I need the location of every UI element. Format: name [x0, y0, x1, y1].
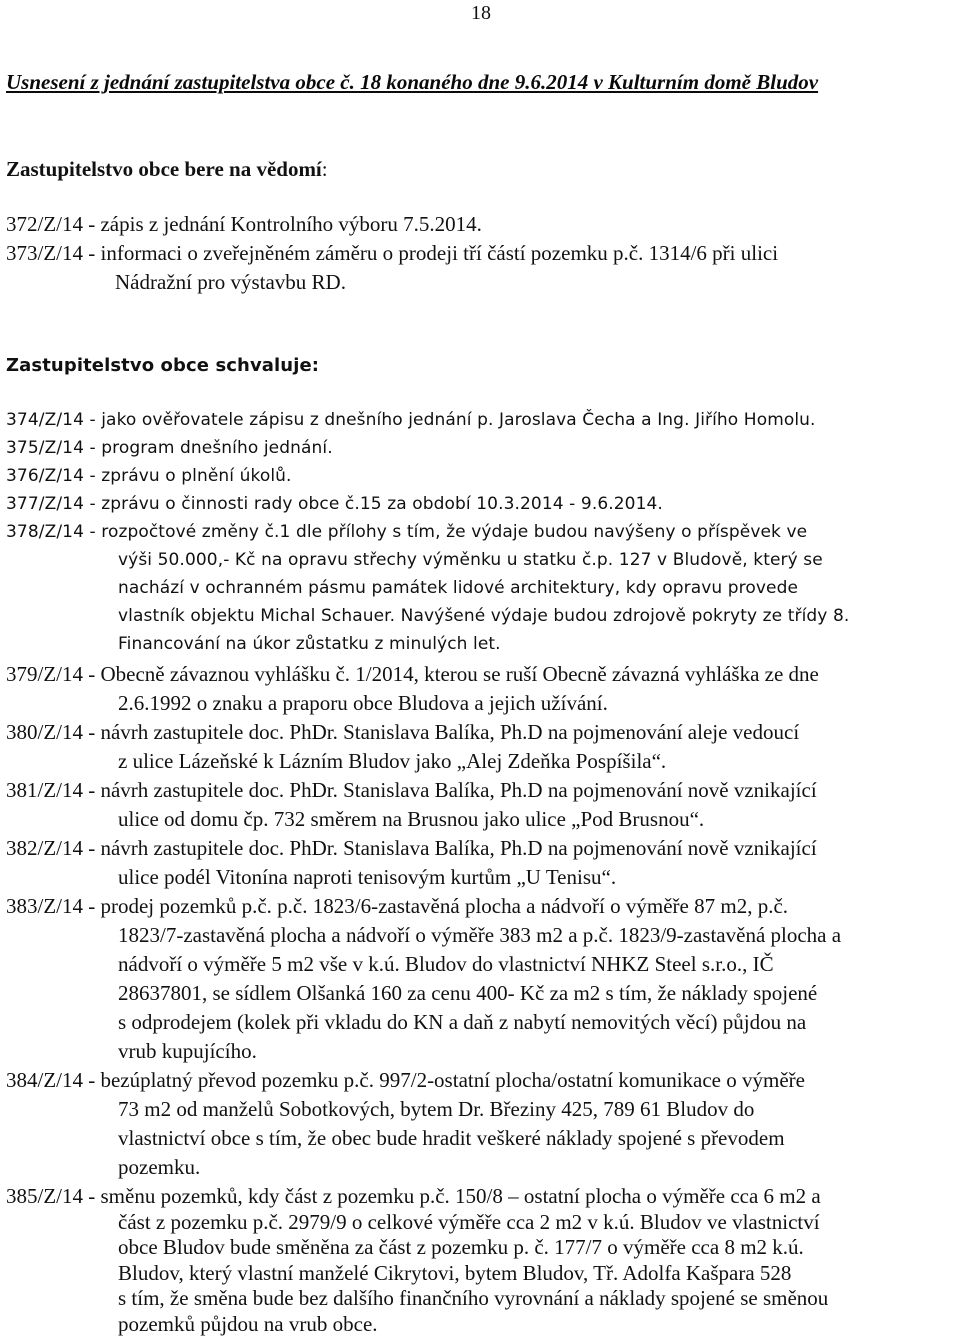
resolution-378-line: 378/Z/14 - rozpočtové změny č.1 dle přílohy s tím, že výdaje budou navýšeny o příspěvek ve [6, 522, 808, 542]
section-notes-heading-colon: : [321, 157, 328, 181]
resolution-377: 377/Z/14 - zprávu o činnosti rady obce č.15 za období 10.3.2014 - 9.6.2014. [6, 494, 663, 514]
resolution-384-line: 73 m2 od manželů Sobotkových, bytem Dr. Březiny 425, 789 61 Bludov do [118, 1097, 755, 1121]
resolution-378-line: vlastník objektu Michal Schauer. Navýšené výdaje budou zdrojově pokryty ze třídy 8. [118, 606, 850, 626]
resolution-380-line: 380/Z/14 - návrh zastupitele doc. PhDr. Stanislava Balíka, Ph.D na pojmenování aleje vedoucí [6, 720, 800, 744]
resolution-385-line: Bludov, který vlastní manželé Cikrytovi, bytem Bludov, Tř. Adolfa Kašpara 528 [118, 1260, 792, 1285]
resolution-383-line: 1823/7-zastavěná plocha a nádvoří o výměře 383 m2 a p.č. 1823/9-zastavěná plocha a [118, 923, 842, 947]
resolution-379-line: 379/Z/14 - Obecně závaznou vyhlášku č. 1/2014, kterou se ruší Obecně závazná vyhláška ze dne [6, 662, 819, 686]
page-number: 18 [471, 2, 491, 24]
resolution-380-line: z ulice Lázeňské k Lázním Bludov jako „Alej Zdeňka Pospíšila“. [118, 749, 667, 773]
section-approves-heading: Zastupitelstvo obce schvaluje: [6, 355, 320, 376]
resolution-381-line: 381/Z/14 - návrh zastupitele doc. PhDr. Stanislava Balíka, Ph.D na pojmenování nově vznikající [6, 778, 817, 802]
resolution-383-line: nádvoří o výměře 5 m2 vše v k.ú. Bludov do vlastnictví NHKZ Steel s.r.o., IČ [118, 952, 774, 976]
resolution-384-line: pozemku. [118, 1155, 201, 1179]
resolution-372: 372/Z/14 - zápis z jednání Kontrolního výboru 7.5.2014. [6, 212, 482, 236]
resolution-385-line: část z pozemku p.č. 2979/9 o celkové výměře cca 2 m2 v k.ú. Bludov ve vlastnictví [118, 1209, 820, 1234]
resolution-378-line: výši 50.000,- Kč na opravu střechy výměnku u statku č.p. 127 v Bludově, který se [118, 550, 823, 570]
resolution-378-line: nachází v ochranném pásmu památek lidové architektury, kdy opravu provede [118, 578, 799, 598]
resolution-385-line: s tím, že směna bude bez dalšího finančního vyrovnání a náklady spojené se směnou [118, 1286, 829, 1310]
resolution-385-line: pozemků půjdou na vrub obce. [118, 1311, 378, 1336]
section-notes-heading [6, 157, 328, 182]
resolution-384-line: vlastnictví obce s tím, že obec bude hradit veškeré náklady spojené s převodem [118, 1126, 785, 1150]
resolution-381-line: ulice od domu čp. 732 směrem na Brusnou jako ulice „Pod Brusnou“. [118, 807, 705, 831]
resolution-373-line: Nádražní pro výstavbu RD. [115, 270, 346, 294]
resolution-382-line: ulice podél Vitonína naproti tenisovým kurtům „U Tenisu“. [118, 865, 617, 889]
resolution-383-line: 383/Z/14 - prodej pozemků p.č. p.č. 1823/6-zastavěná plocha a nádvoří o výměře 87 m2, p.č. [6, 894, 789, 918]
section-notes-heading-text: Zastupitelstvo obce bere na vědomí [6, 157, 322, 181]
resolution-383-line: 28637801, se sídlem Olšanká 160 za cenu 400- Kč za m2 s tím, že náklady spojené [118, 981, 818, 1005]
resolution-383-line: vrub kupujícího. [118, 1039, 257, 1063]
document-title: Usnesení z jednání zastupitelstva obce č. 18 konaného dne 9.6.2014 v Kulturním domě Bludov [6, 70, 819, 94]
resolution-379-line: 2.6.1992 o znaku a praporu obce Bludova a jejich užívání. [118, 691, 608, 715]
resolution-375: 375/Z/14 - program dnešního jednání. [6, 438, 333, 458]
resolution-374: 374/Z/14 - jako ověřovatele zápisu z dnešního jednání p. Jaroslava Čecha a Ing. Jiřího Homolu. [6, 410, 816, 430]
resolution-382-line: 382/Z/14 - návrh zastupitele doc. PhDr. Stanislava Balíka, Ph.D na pojmenování nově vznikající [6, 836, 817, 860]
resolution-384-line: 384/Z/14 - bezúplatný převod pozemku p.č. 997/2-ostatní plocha/ostatní komunikace o výměře [6, 1068, 805, 1092]
resolution-378-line: Financování na úkor zůstatku z minulých let. [118, 634, 501, 654]
resolution-373-line: 373/Z/14 - informaci o zveřejněném záměru o prodeji tří částí pozemku p.č. 1314/6 při ulici [6, 241, 779, 265]
resolution-376: 376/Z/14 - zprávu o plnění úkolů. [6, 466, 292, 486]
resolution-385-line: 385/Z/14 - směnu pozemků, kdy část z pozemku p.č. 150/8 – ostatní plocha o výměře cca 6 m2 a [6, 1184, 821, 1208]
resolution-383-line: s odprodejem (kolek při vkladu do KN a daň z nabytí nemovitých věcí) půjdou na [118, 1010, 807, 1034]
resolution-385-line: obce Bludov bude směněna za část z pozemku p. č. 177/7 o výměře cca 8 m2 k.ú. [118, 1235, 804, 1259]
